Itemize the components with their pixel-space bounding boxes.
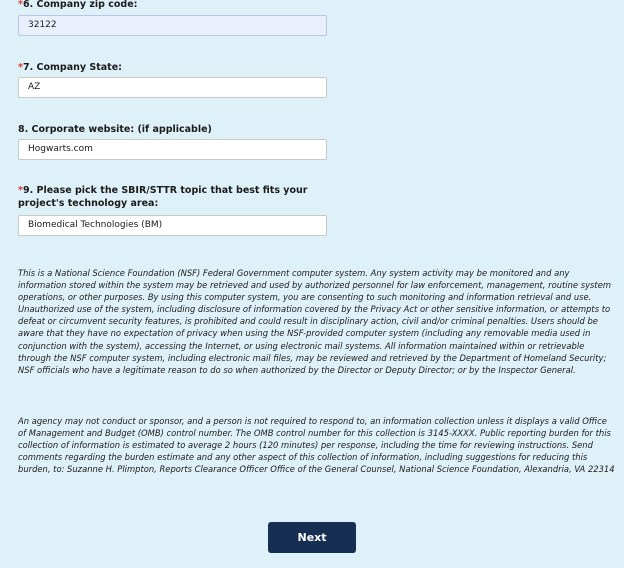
required-asterisk: * xyxy=(18,0,23,10)
company-state-label xyxy=(18,61,122,74)
nsf-system-notice: This is a National Science Foundation (NSF) Federal Government computer system. Any system activity may be monitored and any information stored within the system may be retrieved and used by authorized personnel for law enforcement, management, routine system operations, or other purposes. By using this computer system, you are consenting to such monitoring and information retrieval and use. Unauthorized use of the system, including disclosure of information covered by the Privacy Act or other sensitive information, or attempts to defeat or circumvent security features, is prohibited and could result in disciplinary action, civil and/or criminal penalties. Users should be aware that they have no expectation of privacy when using the NSF-provided computer system (including any removable media used in conjunction with the system), accessing the Internet, or using electronic mail systems. All information maintained within or retrievable through the NSF computer system, including electronic mail files, may be reviewed and retrieved by the Department of Homeland Security; NSF officials who have a legitimate reason to do so when authorized by the Director or Deputy Director; or by the Inspector General. xyxy=(18,268,612,375)
sbir-topic-label-text: 9. Please pick the SBIR/STTR topic that best fits your project's technology area: xyxy=(18,185,308,209)
next-button[interactable]: Next xyxy=(268,522,356,553)
corporate-website-input[interactable]: Hogwarts.com xyxy=(18,139,327,160)
company-state-input[interactable]: AZ xyxy=(18,77,327,98)
sbir-topic-label xyxy=(18,184,338,210)
zip-code-label-text: 6. Company zip code: xyxy=(22,0,138,10)
required-asterisk: * xyxy=(18,62,23,73)
sbir-topic-select[interactable]: Biomedical Technologies (BM) xyxy=(18,215,327,236)
omb-burden-statement: An agency may not conduct or sponsor, and a person is not required to respond to, an information collection unless it displays a valid Office of Management and Budget (OMB) control number. The OMB control number for this collection is 3145-XXXX. Public reporting burden for this collection of information is estimated to average 2 hours (120 minutes) per response, including the time for reviewing instructions. Send comments regarding the burden estimate and any other aspect of this collection of information, including suggestions for reducing this burden, to: Suzanne H. Plimpton, Reports Clearance Officer Office of the General Counsel, National Science Foundation, Alexandria, VA 22314 xyxy=(18,416,615,475)
company-state-label-text: 7. Company State: xyxy=(22,62,122,73)
corporate-website-label xyxy=(18,123,212,136)
zip-code-label xyxy=(18,0,137,11)
corporate-website-label-text: 8. Corporate website: (if applicable) xyxy=(18,124,212,135)
zip-code-input[interactable]: 32122 xyxy=(18,15,327,36)
required-asterisk: * xyxy=(18,185,23,196)
